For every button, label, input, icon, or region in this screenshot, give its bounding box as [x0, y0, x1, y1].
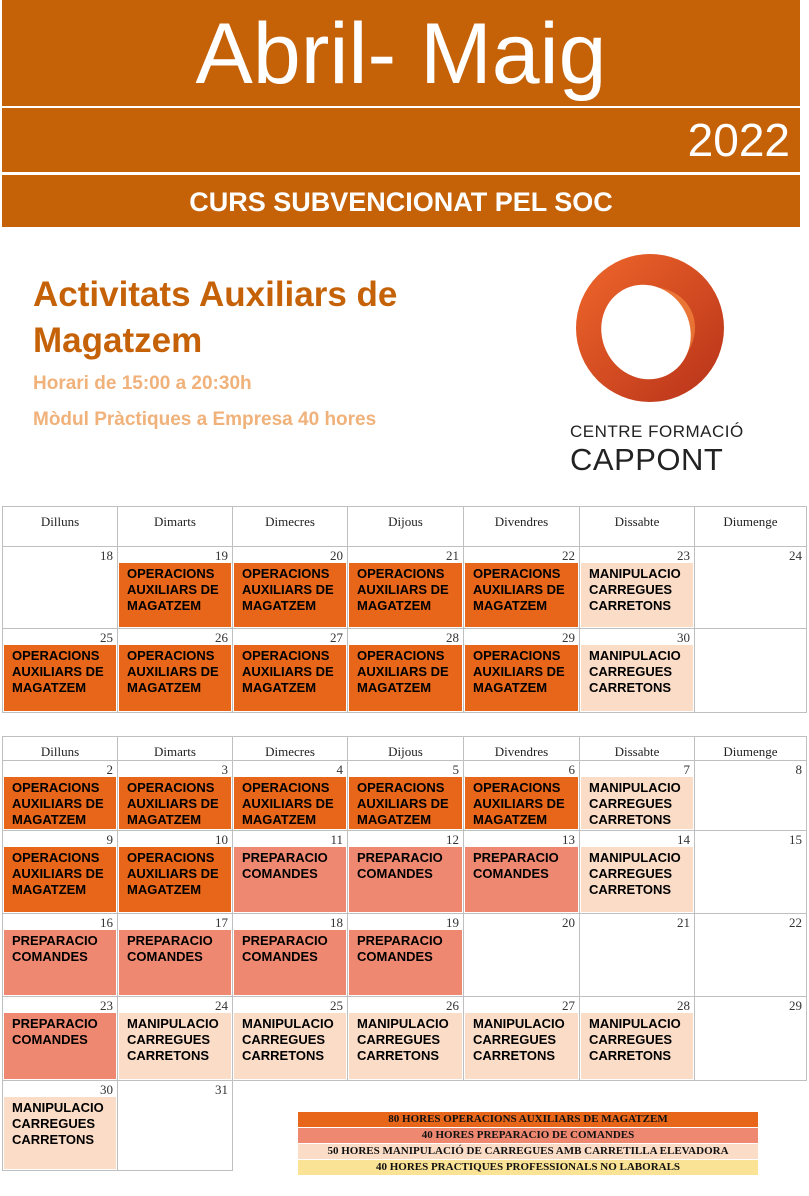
- activity-mani: MANIPULACIO CARREGUES CARRETONS: [581, 847, 693, 912]
- day-cell: [232, 760, 348, 831]
- title-band: [2, 0, 800, 106]
- legend-item-practiques: 40 HORES PRACTIQUES PROFESSIONALS NO LABORALS: [298, 1160, 758, 1175]
- activity-oper: OPERACIONS AUXILIARS DE MAGATZEM: [119, 563, 231, 627]
- day-number: 3: [221, 762, 228, 777]
- day-cell: [694, 913, 807, 997]
- weekday-header: Dimecres: [232, 506, 348, 547]
- activity-mani: MANIPULACIO CARREGUES CARRETONS: [234, 1013, 346, 1079]
- day-cell: [232, 830, 348, 914]
- activity-prep: PREPARACIO COMANDES: [349, 847, 462, 912]
- day-number: 15: [789, 832, 802, 847]
- day-number: 7: [683, 762, 690, 777]
- activity-oper: OPERACIONS AUXILIARS DE MAGATZEM: [349, 777, 462, 829]
- day-number: 23: [677, 548, 690, 563]
- page-title: Abril- Maig: [195, 6, 607, 102]
- weekday-header: Dilluns: [2, 506, 118, 547]
- ring-logo-icon: [570, 252, 730, 412]
- activity-oper: OPERACIONS AUXILIARS DE MAGATZEM: [465, 645, 578, 711]
- day-cell: [117, 913, 233, 997]
- day-cell: [347, 760, 464, 831]
- activity-oper: OPERACIONS AUXILIARS DE MAGATZEM: [119, 777, 231, 829]
- day-number: 19: [446, 915, 459, 930]
- day-cell: [694, 760, 807, 831]
- day-number: 19: [215, 548, 228, 563]
- day-number: 25: [330, 998, 343, 1013]
- day-cell: [463, 830, 580, 914]
- activity-mani: MANIPULACIO CARREGUES CARRETONS: [581, 777, 693, 829]
- activity-mani: MANIPULACIO CARREGUES CARRETONS: [349, 1013, 462, 1079]
- day-cell: [117, 1080, 233, 1171]
- activity-prep: PREPARACIO COMANDES: [4, 1013, 116, 1079]
- day-number: 13: [562, 832, 575, 847]
- day-cell: [232, 996, 348, 1081]
- day-number: 10: [215, 832, 228, 847]
- day-cell: [347, 996, 464, 1081]
- day-number: 24: [215, 998, 228, 1013]
- activity-oper: OPERACIONS AUXILIARS DE MAGATZEM: [4, 847, 116, 912]
- activity-oper: OPERACIONS AUXILIARS DE MAGATZEM: [119, 847, 231, 912]
- activity-oper: OPERACIONS AUXILIARS DE MAGATZEM: [234, 777, 346, 829]
- activity-mani: MANIPULACIO CARREGUES CARRETONS: [465, 1013, 578, 1079]
- day-number: 18: [330, 915, 343, 930]
- day-cell: [2, 760, 118, 831]
- day-number: 21: [677, 915, 690, 930]
- day-cell: [694, 996, 807, 1081]
- day-number: 26: [215, 630, 228, 645]
- day-number: 16: [100, 915, 113, 930]
- day-number: 2: [106, 762, 113, 777]
- activity-oper: OPERACIONS AUXILIARS DE MAGATZEM: [234, 645, 346, 711]
- day-cell: [579, 760, 695, 831]
- activity-mani: MANIPULACIO CARREGUES CARRETONS: [581, 1013, 693, 1079]
- year-band: [2, 108, 800, 172]
- day-cell: [694, 628, 807, 713]
- day-number: 24: [789, 548, 802, 563]
- day-number: 14: [677, 832, 690, 847]
- day-number: 20: [330, 548, 343, 563]
- day-cell: [694, 546, 807, 629]
- day-number: 25: [100, 630, 113, 645]
- day-cell: [579, 830, 695, 914]
- day-number: 26: [446, 998, 459, 1013]
- activity-oper: OPERACIONS AUXILIARS DE MAGATZEM: [119, 645, 231, 711]
- day-cell: [2, 996, 118, 1081]
- legend-item-operacions: 80 HORES OPERACIONS AUXILIARS DE MAGATZEM: [298, 1112, 758, 1127]
- day-cell: [2, 546, 118, 629]
- activity-oper: OPERACIONS AUXILIARS DE MAGATZEM: [349, 645, 462, 711]
- day-number: 18: [100, 548, 113, 563]
- weekday-header: Dijous: [347, 736, 464, 761]
- day-cell: [463, 628, 580, 713]
- weekday-header: Diumenge: [694, 736, 807, 761]
- day-cell: [117, 830, 233, 914]
- day-cell: [694, 830, 807, 914]
- activity-oper: OPERACIONS AUXILIARS DE MAGATZEM: [465, 777, 578, 829]
- day-cell: [463, 760, 580, 831]
- day-number: 27: [330, 630, 343, 645]
- day-cell: [579, 913, 695, 997]
- weekday-header: Dimarts: [117, 506, 233, 547]
- legend-item-manipulacio: 50 HORES MANIPULACIÓ DE CARREGUES AMB CARRETILLA ELEVADORA: [298, 1144, 758, 1159]
- day-cell: [347, 830, 464, 914]
- subsidy-band: [2, 175, 800, 227]
- day-number: 22: [789, 915, 802, 930]
- day-cell: [347, 546, 464, 629]
- day-number: 27: [562, 998, 575, 1013]
- day-cell: [232, 628, 348, 713]
- schedule-text: Horari de 15:00 a 20:30h: [33, 373, 252, 394]
- year-label: 2022: [687, 114, 790, 166]
- weekday-header: Dilluns: [2, 736, 118, 761]
- day-number: 30: [677, 630, 690, 645]
- day-number: 17: [215, 915, 228, 930]
- day-number: 29: [562, 630, 575, 645]
- day-number: 20: [562, 915, 575, 930]
- day-cell: [117, 628, 233, 713]
- weekday-header: Dimarts: [117, 736, 233, 761]
- weekday-header: Divendres: [463, 736, 580, 761]
- day-cell: [579, 546, 695, 629]
- cappont-logo: [570, 252, 744, 477]
- weekday-header: Dissabte: [579, 736, 695, 761]
- day-cell: [232, 546, 348, 629]
- day-cell: [2, 1080, 118, 1171]
- day-cell: [579, 996, 695, 1081]
- legend-item-preparacio: 40 HORES PREPARACIO DE COMANDES: [298, 1128, 758, 1143]
- module-text: Mòdul Pràctiques a Empresa 40 hores: [33, 409, 377, 430]
- activity-oper: OPERACIONS AUXILIARS DE MAGATZEM: [234, 563, 346, 627]
- activity-mani: MANIPULACIO CARREGUES CARRETONS: [119, 1013, 231, 1079]
- weekday-header: Dimecres: [232, 736, 348, 761]
- day-number: 12: [446, 832, 459, 847]
- day-number: 6: [568, 762, 575, 777]
- day-cell: [117, 996, 233, 1081]
- activity-prep: PREPARACIO COMANDES: [119, 930, 231, 995]
- activity-oper: OPERACIONS AUXILIARS DE MAGATZEM: [4, 777, 116, 829]
- day-cell: [347, 628, 464, 713]
- day-cell: [463, 546, 580, 629]
- activity-oper: OPERACIONS AUXILIARS DE MAGATZEM: [349, 563, 462, 627]
- day-number: 8: [795, 762, 802, 777]
- day-cell: [232, 913, 348, 997]
- activity-mani: MANIPULACIO CARREGUES CARRETONS: [581, 563, 693, 627]
- course-title: Activitats Auxiliars de Magatzem: [33, 275, 398, 360]
- day-cell: [2, 628, 118, 713]
- activity-oper: OPERACIONS AUXILIARS DE MAGATZEM: [4, 645, 116, 711]
- day-number: 4: [336, 762, 343, 777]
- activity-prep: PREPARACIO COMANDES: [234, 847, 346, 912]
- day-number: 30: [100, 1082, 113, 1097]
- day-cell: [579, 628, 695, 713]
- activity-prep: PREPARACIO COMANDES: [465, 847, 578, 912]
- day-cell: [2, 913, 118, 997]
- activity-prep: PREPARACIO COMANDES: [349, 930, 462, 995]
- weekday-header: Dijous: [347, 506, 464, 547]
- day-number: 21: [446, 548, 459, 563]
- activity-prep: PREPARACIO COMANDES: [4, 930, 116, 995]
- weekday-header: Dissabte: [579, 506, 695, 547]
- day-cell: [2, 830, 118, 914]
- day-cell: [117, 546, 233, 629]
- activity-mani: MANIPULACIO CARREGUES CARRETONS: [581, 645, 693, 711]
- activity-mani: MANIPULACIO CARREGUES CARRETONS: [4, 1097, 116, 1169]
- day-number: 28: [677, 998, 690, 1013]
- day-number: 29: [789, 998, 802, 1013]
- legend: [298, 1112, 758, 1176]
- day-cell: [463, 996, 580, 1081]
- day-number: 28: [446, 630, 459, 645]
- day-number: 31: [215, 1082, 228, 1097]
- activity-prep: PREPARACIO COMANDES: [234, 930, 346, 995]
- day-cell: [463, 913, 580, 997]
- day-cell: [347, 913, 464, 997]
- weekday-header: Diumenge: [694, 506, 807, 547]
- activity-oper: OPERACIONS AUXILIARS DE MAGATZEM: [465, 563, 578, 627]
- subsidy-label: CURS SUBVENCIONAT PEL SOC: [189, 187, 613, 217]
- day-number: 11: [330, 832, 343, 847]
- day-number: 23: [100, 998, 113, 1013]
- day-number: 22: [562, 548, 575, 563]
- logo-line2: CAPPONT: [570, 442, 724, 477]
- day-cell: [117, 760, 233, 831]
- day-number: 5: [452, 762, 459, 777]
- logo-line1: CENTRE FORMACIÓ: [570, 422, 744, 441]
- weekday-header: Divendres: [463, 506, 580, 547]
- day-number: 9: [106, 832, 113, 847]
